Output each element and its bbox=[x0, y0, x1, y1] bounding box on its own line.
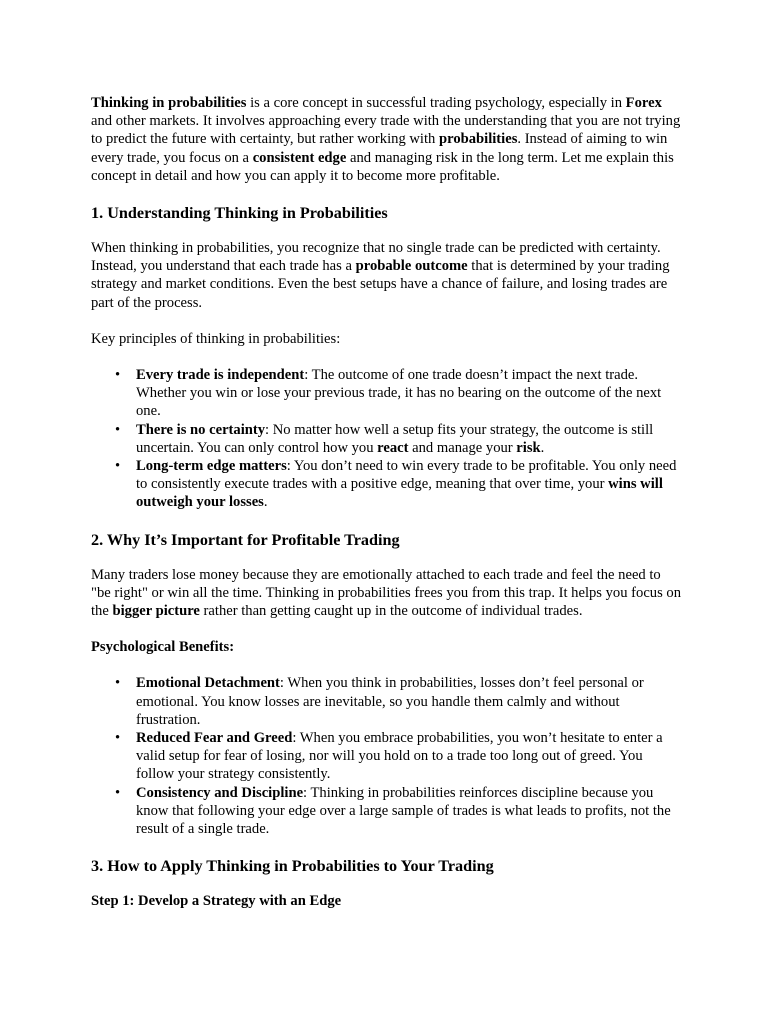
key-principles-list bbox=[91, 366, 683, 512]
section-2-heading: 2. Why It’s Important for Profitable Trading bbox=[91, 530, 400, 549]
list-item-title: Reduced Fear and Greed bbox=[136, 730, 293, 747]
document-page bbox=[91, 94, 683, 929]
intro-bold-probabilities: probabilities bbox=[438, 131, 518, 148]
section-1-heading: 1. Understanding Thinking in Probabilities bbox=[91, 204, 388, 223]
list-item-title: There is no certainty bbox=[136, 421, 266, 438]
section-1-paragraph bbox=[91, 239, 683, 312]
paragraph-text: When thinking in probabilities, you recognize that no single trade can be predicted with certainty. Instead, you understand that each trade has a bbox=[91, 240, 661, 275]
intro-text: . Instead of aiming to win every trade, you focus on a bbox=[91, 131, 668, 166]
bold-term: react bbox=[377, 439, 409, 456]
list-item bbox=[136, 729, 683, 784]
list-item-text: and manage your bbox=[408, 439, 517, 456]
list-item-title: Long-term edge matters bbox=[136, 458, 287, 475]
intro-text: and managing risk in the long term. Let me explain this concept in detail and how you can apply it to become more profitable. bbox=[91, 149, 674, 184]
step-1-subheading: Step 1: Develop a Strategy with an Edge bbox=[91, 893, 342, 910]
intro-text: and other markets. It involves approaching every trade with the understanding that you are not trying to predict the future with certainty, but rather working with bbox=[91, 113, 681, 148]
list-item-title: Emotional Detachment bbox=[136, 675, 280, 692]
psychological-benefits-subheading: Psychological Benefits: bbox=[91, 639, 235, 656]
list-item-title: Consistency and Discipline bbox=[136, 784, 304, 801]
intro-bold-edge: consistent edge bbox=[252, 149, 347, 166]
list-item-text: : The outcome of one trade doesn’t impact the next trade. Whether you win or lose your previous trade, it has no bearing on the outcome of the next one. bbox=[136, 367, 662, 420]
list-item bbox=[136, 784, 683, 839]
bold-term: bigger picture bbox=[112, 603, 200, 620]
section-1-key-principles-intro: Key principles of thinking in probabilities: bbox=[91, 330, 341, 347]
list-item-text: . bbox=[540, 439, 545, 456]
list-item-text: : When you think in probabilities, losses don’t feel personal or emotional. You know losses are inevitable, so you handle them calmly and without frustration. bbox=[136, 675, 644, 728]
paragraph-text: rather than getting caught up in the outcome of individual trades. bbox=[199, 603, 583, 620]
intro-text: is a core concept in successful trading psychology, especially in bbox=[246, 95, 626, 111]
intro-bold-forex: Forex bbox=[625, 95, 662, 111]
list-item-text: . bbox=[263, 494, 268, 511]
list-item bbox=[136, 421, 683, 457]
list-item bbox=[136, 457, 683, 512]
paragraph-text: Many traders lose money because they are emotionally attached to each trade and feel the need to "be right" or win all the time. Thinking in probabilities frees you from this trap. It helps you focus on the bbox=[91, 566, 682, 620]
list-item bbox=[136, 674, 683, 729]
intro-bold-term: Thinking in probabilities bbox=[91, 95, 247, 111]
list-item-text: : When you embrace probabilities, you won’t hesitate to enter a valid setup for fear of losing, nor will you hold on to a trade too long out of greed. You follow your strategy consistently. bbox=[136, 730, 663, 783]
list-item-title: Every trade is independent bbox=[136, 367, 305, 384]
list-item-text: : You don’t need to win every trade to be profitable. You only need to consistently execute trades with a positive edge, meaning that over time, your bbox=[136, 458, 677, 493]
section-3-heading: 3. How to Apply Thinking in Probabilities to Your Trading bbox=[91, 857, 494, 876]
bold-term: wins will outweigh your losses bbox=[136, 476, 663, 511]
bold-term: probable outcome bbox=[355, 258, 468, 275]
paragraph-text: that is determined by your trading strategy and market conditions. Even the best setups have a chance of failure, and losing trades are part of the process. bbox=[91, 258, 670, 311]
list-item-text: : Thinking in probabilities reinforces discipline because you know that following your edge over a large sample of trades is what leads to profits, not the result of a single trade. bbox=[136, 784, 671, 838]
list-item-text: : No matter how well a setup fits your strategy, the outcome is still uncertain. You can only control how you bbox=[136, 421, 654, 456]
bold-term: risk bbox=[516, 439, 541, 456]
list-item bbox=[136, 366, 683, 421]
intro-paragraph bbox=[91, 94, 683, 185]
section-2-paragraph bbox=[91, 566, 683, 621]
benefits-list bbox=[91, 674, 683, 838]
